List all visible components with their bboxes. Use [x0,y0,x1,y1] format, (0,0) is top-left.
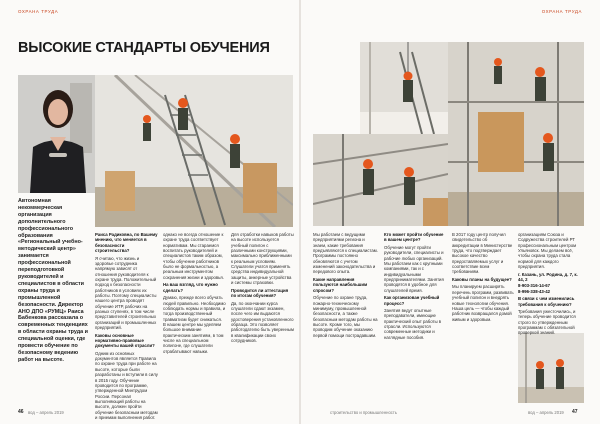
contact-address: г. Казань, ул. Родина, д. 7, к. 44, 2 [518,271,578,282]
paragraph: организациям Союза и Содружества строителей РТ профессиональным центром Ульяновск. Мы делаем всё, чтобы охрана труда стала нормой для каждого предприятия. [518,232,577,270]
text-column-2 [163,232,226,356]
paragraph: Для отработки навыков работы на высоте используется учебный полигон с различными конструкциями, максимально приближенными к реальным условиям. Слушатели учатся применять средства индивидуальной защиты, анкерные устройства и системы страховки. [231,232,294,286]
paragraph: однако не всегда отношение к охране труда соответствует нормативам. Мы стараемся воспитать руководителей и специалистов таким образом, чтобы обучение работников было не формальностью, а реальным инструментом сохранения жизни и здоровья. [163,232,224,280]
article-headline: ВЫСОКИЕ СТАНДАРТЫ ОБУЧЕНИЯ [18,40,270,56]
text-column-6 [452,232,514,324]
text-column-1 [95,232,158,422]
paragraph: Мы планируем расширять перечень программ, развивать учебный полигон и внедрять новые технологии обучения. Наша цель — чтобы каждый работник возвращался домой живым и здоровым. [452,284,514,322]
text-column-3 [231,232,294,345]
paragraph: Раиса Радиковна, по Вашему мнению, что меняется в безопасности строительства? [95,232,158,254]
paragraph: Кто может пройти обучение в вашем центре? [384,232,444,243]
text-column-4 [313,232,379,340]
paragraph: На ваш взгляд, что нужно сделать? [163,282,218,293]
section-tag-left: ОХРАНА ТРУДА [18,9,59,14]
training-photo-group [518,333,584,403]
paragraph: Как организован учебный процесс? [384,295,440,306]
contact-phone-2: 8-996-338-43-42 [518,288,551,294]
paragraph: Обучение могут пройти руководители, специалисты и рабочие любых организаций. Мы работаем как с крупными компаниями, так и с индивидуальными предпринимателями. Занятия проводятся в удобное для слушателей время. [384,244,444,293]
paragraph: Думаю, прежде всего обучать людей правильно. Необходимо соблюдать нормы и правила, и тогда производственный травматизм будет снижаться. В нашем центре мы уделяем большое внимание практическим занятиям, в том числе на специальном полигоне, где слушатели отрабатывают навыки. [163,295,226,354]
footer-issue-right: вод – апрель 2019 [528,410,564,415]
training-photo-ladder [360,42,448,134]
training-photo-scaffold [448,42,584,226]
page-number-left: 46 [18,409,24,415]
paragraph: В связи с чем изменились требования к обучению? [518,296,575,307]
paragraph: Одним из основных документов является Правила по охране труда при работе на высоте, которые были разработаны и вступили в силу в 2015 году. Обучение проводится по программе, утвержденной Минтрудом России. Персонал выполняющий работы на высоте, должен пройти обучение безопасным методам и приемам выполнения работ. [95,350,158,420]
paragraph: Мы работаем с ведущими предприятиями региона и знаем, какие требования предъявляются к специалистам. Программы постоянно обновляются с учетом изменений законодательства и передового опыта. [313,232,378,275]
text-column-5 [384,232,446,342]
paragraph: Обучение по охране труда, пожарно-техническому минимуму, промышленной безопасности, а также безопасным методам работы на высоте. Кроме того, мы проводим обучение оказанию первой помощи пострадавшим. [313,295,378,338]
footer-publication: строительство и промышленность [330,410,397,415]
page-gutter [299,0,301,424]
section-tag-right: ОХРАНА ТРУДА [541,9,582,14]
training-photo-main [95,75,293,227]
text-column-7 [518,232,584,338]
paragraph: Какие направления пользуются наибольшим спросом? [313,276,368,293]
paragraph: Я считаю, что жизнь и здоровье сотрудника напрямую зависят от отношения руководителя к охране труда. Положительный подход к безопасности работников в условиях их работы. Поэтому специалисты нашего центра проводят обучение ИТР, рабочих на разных ступенях, в том числе представителей строительных организаций и промышленных предприятий. [95,255,157,331]
paragraph: Каковы планы на будущее? [452,276,512,282]
director-portrait [18,75,95,193]
article-lead: Автономная некоммерческая организация дополнительного профессионального образования «Региональный учебно-методический центр» занимается профессиональной переподготовкой руководителей и специалистов в области охраны труда и промышленной безопасности. Директор АНО ДПО «РУМЦ» Раиса Бабенкова рассказала о современных тенденциях в области охраны труда и специальной оценки, где провести обучение по безопасному ведению работ на высоте. [18,198,88,363]
footer-issue-left: вод – апрель 2019 [28,410,64,415]
paragraph: Проводится ли аттестация по итогам обучения? [231,287,289,298]
paragraph: Занятия ведут опытные преподаватели, имеющие практический опыт работы в отрасли. Используются современные методики и наглядные пособия. [384,308,442,340]
paragraph: Да, по окончании курса слушатели сдают экзамен, после чего им выдаются удостоверения установленного образца. Это позволяет работодателю быть уверенным в квалификации своих сотрудников. [231,300,294,343]
paragraph: В 2017 году центр получил свидетельство об аккредитации в Министерстве труда, что подтверждает высокое качество предоставляемых услуг и соответствие всем требованиям. [452,232,513,275]
paragraph: Каковы основные нормативно-правовые документы вашей отрасли? [95,332,155,349]
page-number-right: 47 [572,409,578,415]
training-photo-rigging [313,134,448,226]
contact-phone-1: 8-903-316-14-67 [518,282,551,288]
paragraph: Требования ужесточились, и теперь обучение проводится строго по утвержденным программам с обязательной проверкой знаний. [518,309,576,336]
